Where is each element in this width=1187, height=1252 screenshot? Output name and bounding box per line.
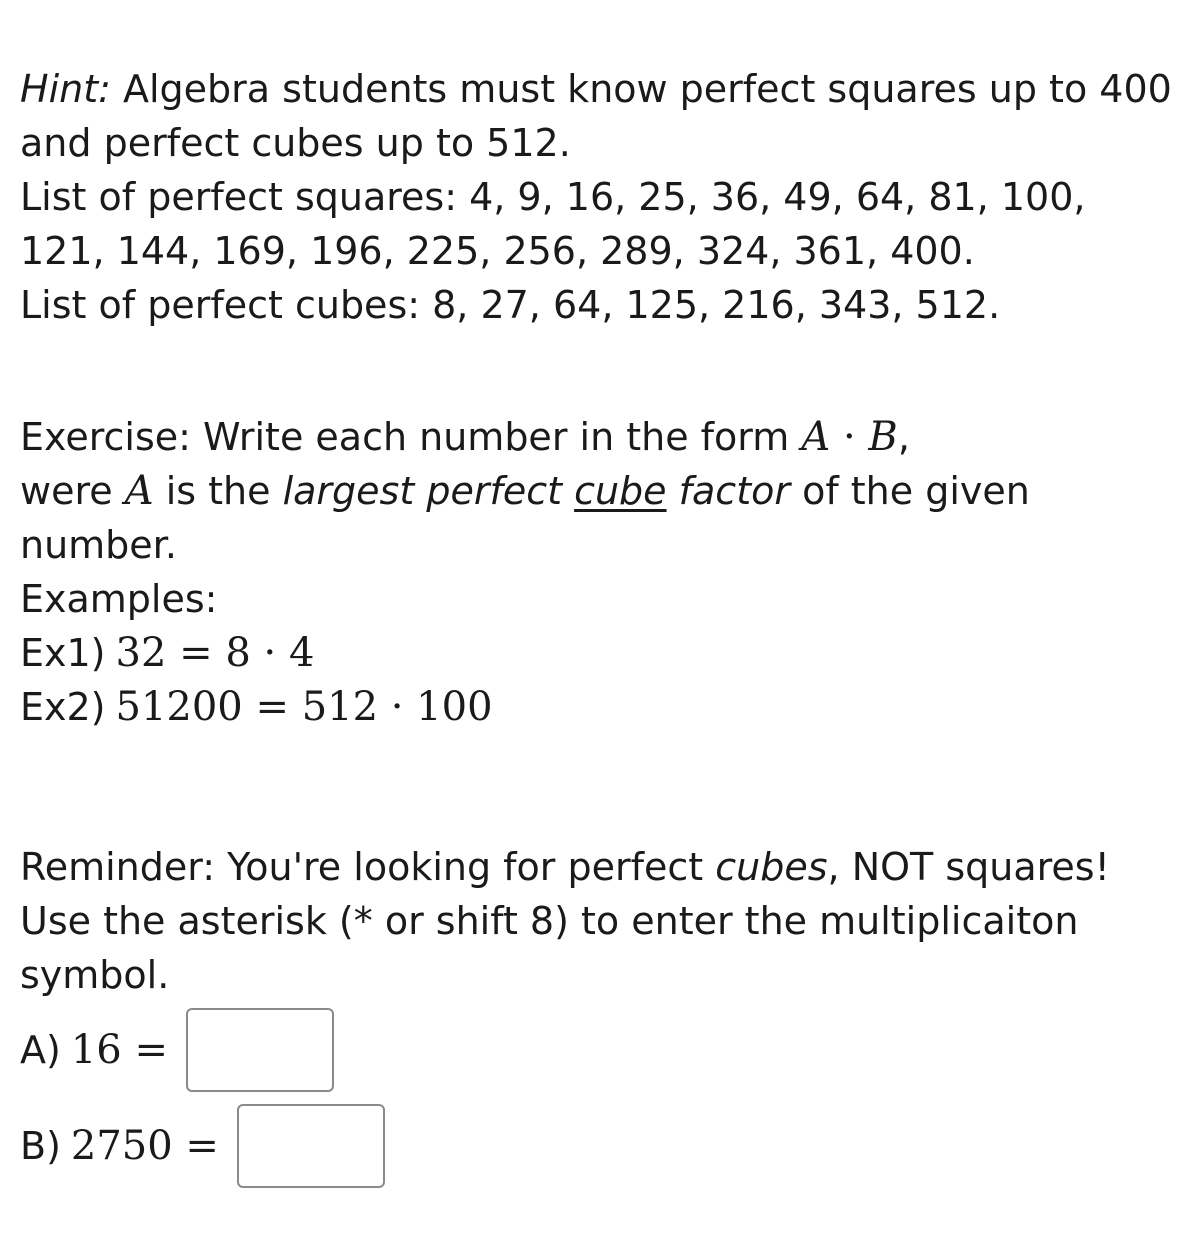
exercise-line-1: Exercise: Write each number in the form A · B, [20,414,910,460]
exercise-line-3: number. [20,523,177,567]
exercise-line-2: were A is the largest perfect cube factor of the given [20,468,1030,514]
question-a [20,1002,1180,1098]
answer-b-input[interactable] [237,1104,385,1188]
reminder-line-2: Use the asterisk (* or shift 8) to enter the multiplicaiton [20,899,1079,943]
question-b [20,1098,1180,1194]
worksheet [20,62,1180,1194]
example-1: Ex1) 32 = 8 · 4 [20,630,315,676]
hint-line-1 [20,62,1180,116]
cubes-line: List of perfect cubes: 8, 27, 64, 125, 216, 343, 512. [20,283,1001,327]
hint-text: Algebra students must know perfect squares up to 400 [110,67,1172,111]
example-2-math: 51200 = 512 · 100 [115,684,493,730]
reminder-line-1: Reminder: You're looking for perfect cubes, NOT squares! [20,845,1110,889]
hint-label: Hint: [20,67,111,111]
question-b-math: 2750 = [70,1123,219,1169]
squares-line-1: List of perfect squares: 4, 9, 16, 25, 36, 49, 64, 81, 100, [20,175,1086,219]
question-a-math: 16 = [70,1027,168,1073]
squares-line-2: 121, 144, 169, 196, 225, 256, 289, 324, 361, 400. [20,229,975,273]
exercise-text: Exercise: Write each number in the form [20,415,802,459]
question-b-label: B) [20,1124,61,1168]
cube-emphasis: cube [574,469,667,513]
answer-a-input[interactable] [186,1008,334,1092]
exercise-form: A · B [801,414,898,460]
hint-line-2: and perfect cubes up to 512. [20,121,571,165]
reminder-line-3: symbol. [20,953,170,997]
examples-heading: Examples: [20,577,218,621]
example-2: Ex2) 51200 = 512 · 100 [20,684,493,730]
question-a-label: A) [20,1028,61,1072]
example-1-math: 32 = 8 · 4 [115,630,315,676]
